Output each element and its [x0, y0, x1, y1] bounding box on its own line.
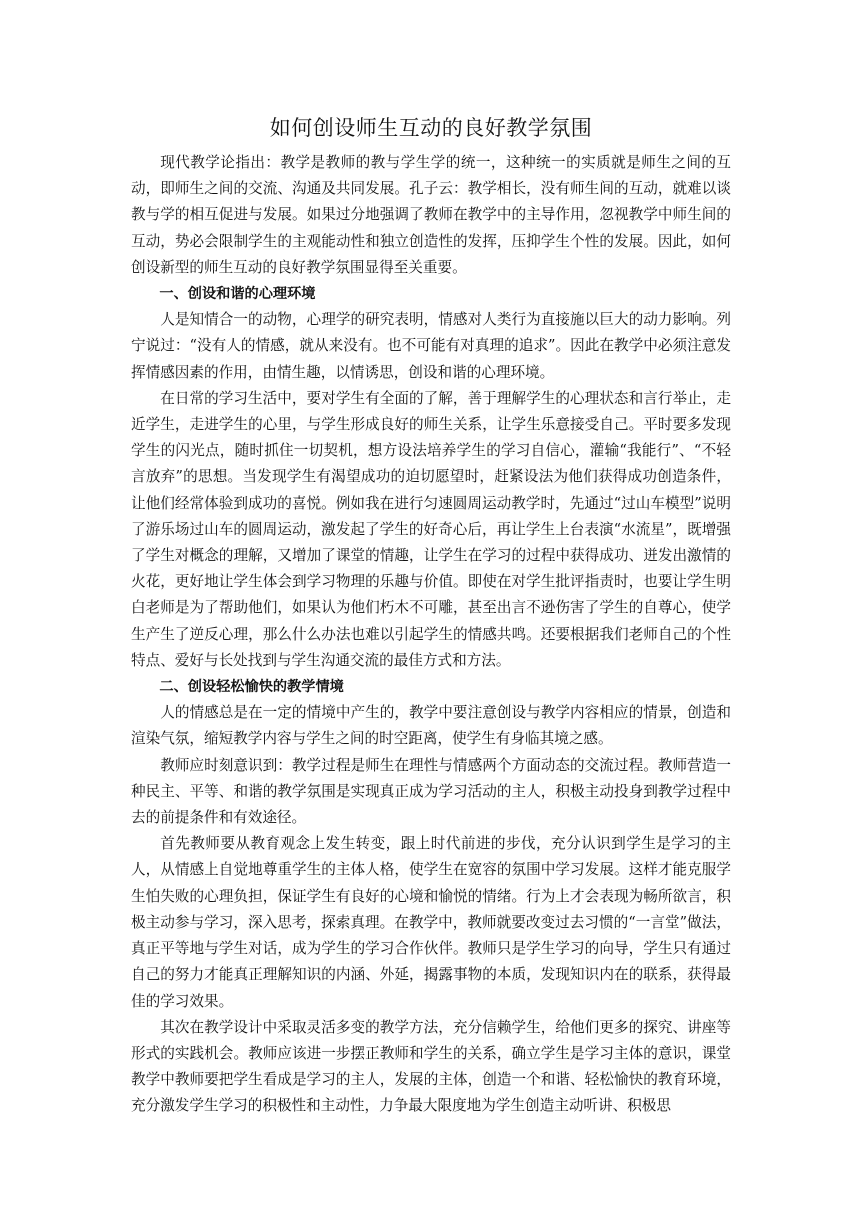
body-paragraph: 首先教师要从教育观念上发生转变，跟上时代前进的步伐，充分认识到学生是学习的主人，从情感上自觉地尊重学生的主体人格，使学生在宽容的氛围中学习发展。这样才能克服学生怕失败的心理负担，保证学生有良好的心境和愉悦的情绪。行为上才会表现为畅所欲言，积极主动参与学习，深入思考，探索真理。在教学中，教师就要改变过去习惯的“一言堂”做法，真正平等地与学生对话，成为学生的学习合作伙伴。教师只是学生学习的向导，学生只有通过自己的努力才能真正理解知识的内涵、外延，揭露事物的本质，发现知识内在的联系，获得最佳的学习效果。	[131, 835, 731, 1010]
section-heading: 二、创设轻松愉快的教学情境	[159, 679, 344, 696]
document-title: 如何创设师生互动的良好教学氛围	[269, 116, 593, 140]
body-paragraph: 在日常的学习生活中，要对学生有全面的了解，善于理解学生的心理状态和言行举止，走近学生，走进学生的心里，与学生形成良好的师生关系，让学生乐意接受自己。平时要多发现学生的闪光点，随时抓住一切契机，想方设法培养学生的学习自信心，灌输“我能行”、“不轻言放弃”的思想。当发现学生有渴望成功的迫切愿望时，赶紧设法为他们获得成功创造条件，让他们经常体验到成功的喜悦。例如我在进行匀速圆周运动教学时，先通过“过山车模型”说明了游乐场过山车的圆周运动，激发起了学生的好奇心后，再让学生上台表演“水流星”，既增强了学生对概念的理解，又增加了课堂的情趣，让学生在学习的过程中获得成功、迸发出激情的火花，更好地让学生体会到学习物理的乐趣与价值。即使在对学生批评指责时，也要让学生明白老师是为了帮助他们，如果认为他们朽木不可雕，甚至出言不逊伤害了学生的自尊心，使学生产生了逆反心理，那么什么办法也难以引起学生的情感共鸣。还要根据我们老师自己的个性特点、爱好与长处找到与学生沟通交流的最佳方式和方法。	[131, 389, 731, 669]
section-heading: 一、创设和谐的心理环境	[159, 286, 316, 303]
body-paragraph: 现代教学论指出：教学是教师的教与学生学的统一，这种统一的实质就是师生之间的互动，即师生之间的交流、沟通及共同发展。孔子云：教学相长，没有师生间的互动，就难以谈教与学的相互促进与发展。如果过分地强调了教师在教学中的主导作用，忽视教学中师生间的互动，势必会限制学生的主观能动性和独立创造性的发挥，压抑学生个性的发展。因此，如何创设新型的师生互动的良好教学氛围显得至关重要。	[131, 154, 731, 276]
body-paragraph: 人的情感总是在一定的情境中产生的，教学中要注意创设与教学内容相应的情景，创造和渲染气氛，缩短教学内容与学生之间的时空距离，使学生有身临其境之感。	[131, 704, 731, 748]
body-paragraph: 其次在教学设计中采取灵活多变的教学方法，充分信赖学生，给他们更多的探究、讲座等形式的实践机会。教师应该进一步摆正教师和学生的关系，确立学生是学习主体的意识，课堂教学中教师要把学生看成是学习的主人，发展的主体，创造一个和谐、轻松愉快的教育环境，充分激发学生学习的积极性和主动性，力争最大限度地为学生创造主动听讲、积极思	[131, 1018, 731, 1115]
body-paragraph: 教师应时刻意识到：教学过程是师生在理性与情感两个方面动态的交流过程。教师营造一种民主、平等、和谐的教学氛围是实现真正成为学习活动的主人，积极主动投身到教学过程中去的前提条件和有效途径。	[131, 756, 731, 827]
body-paragraph: 人是知情合一的动物，心理学的研究表明，情感对人类行为直接施以巨大的动力影响。列宁说过：“没有人的情感，就从来没有。也不可能有对真理的追求”。因此在教学中必须注意发挥情感因素的作用，由情生趣，以情诱思，创设和谐的心理环境。	[131, 311, 731, 381]
document-body	[131, 110, 731, 1120]
